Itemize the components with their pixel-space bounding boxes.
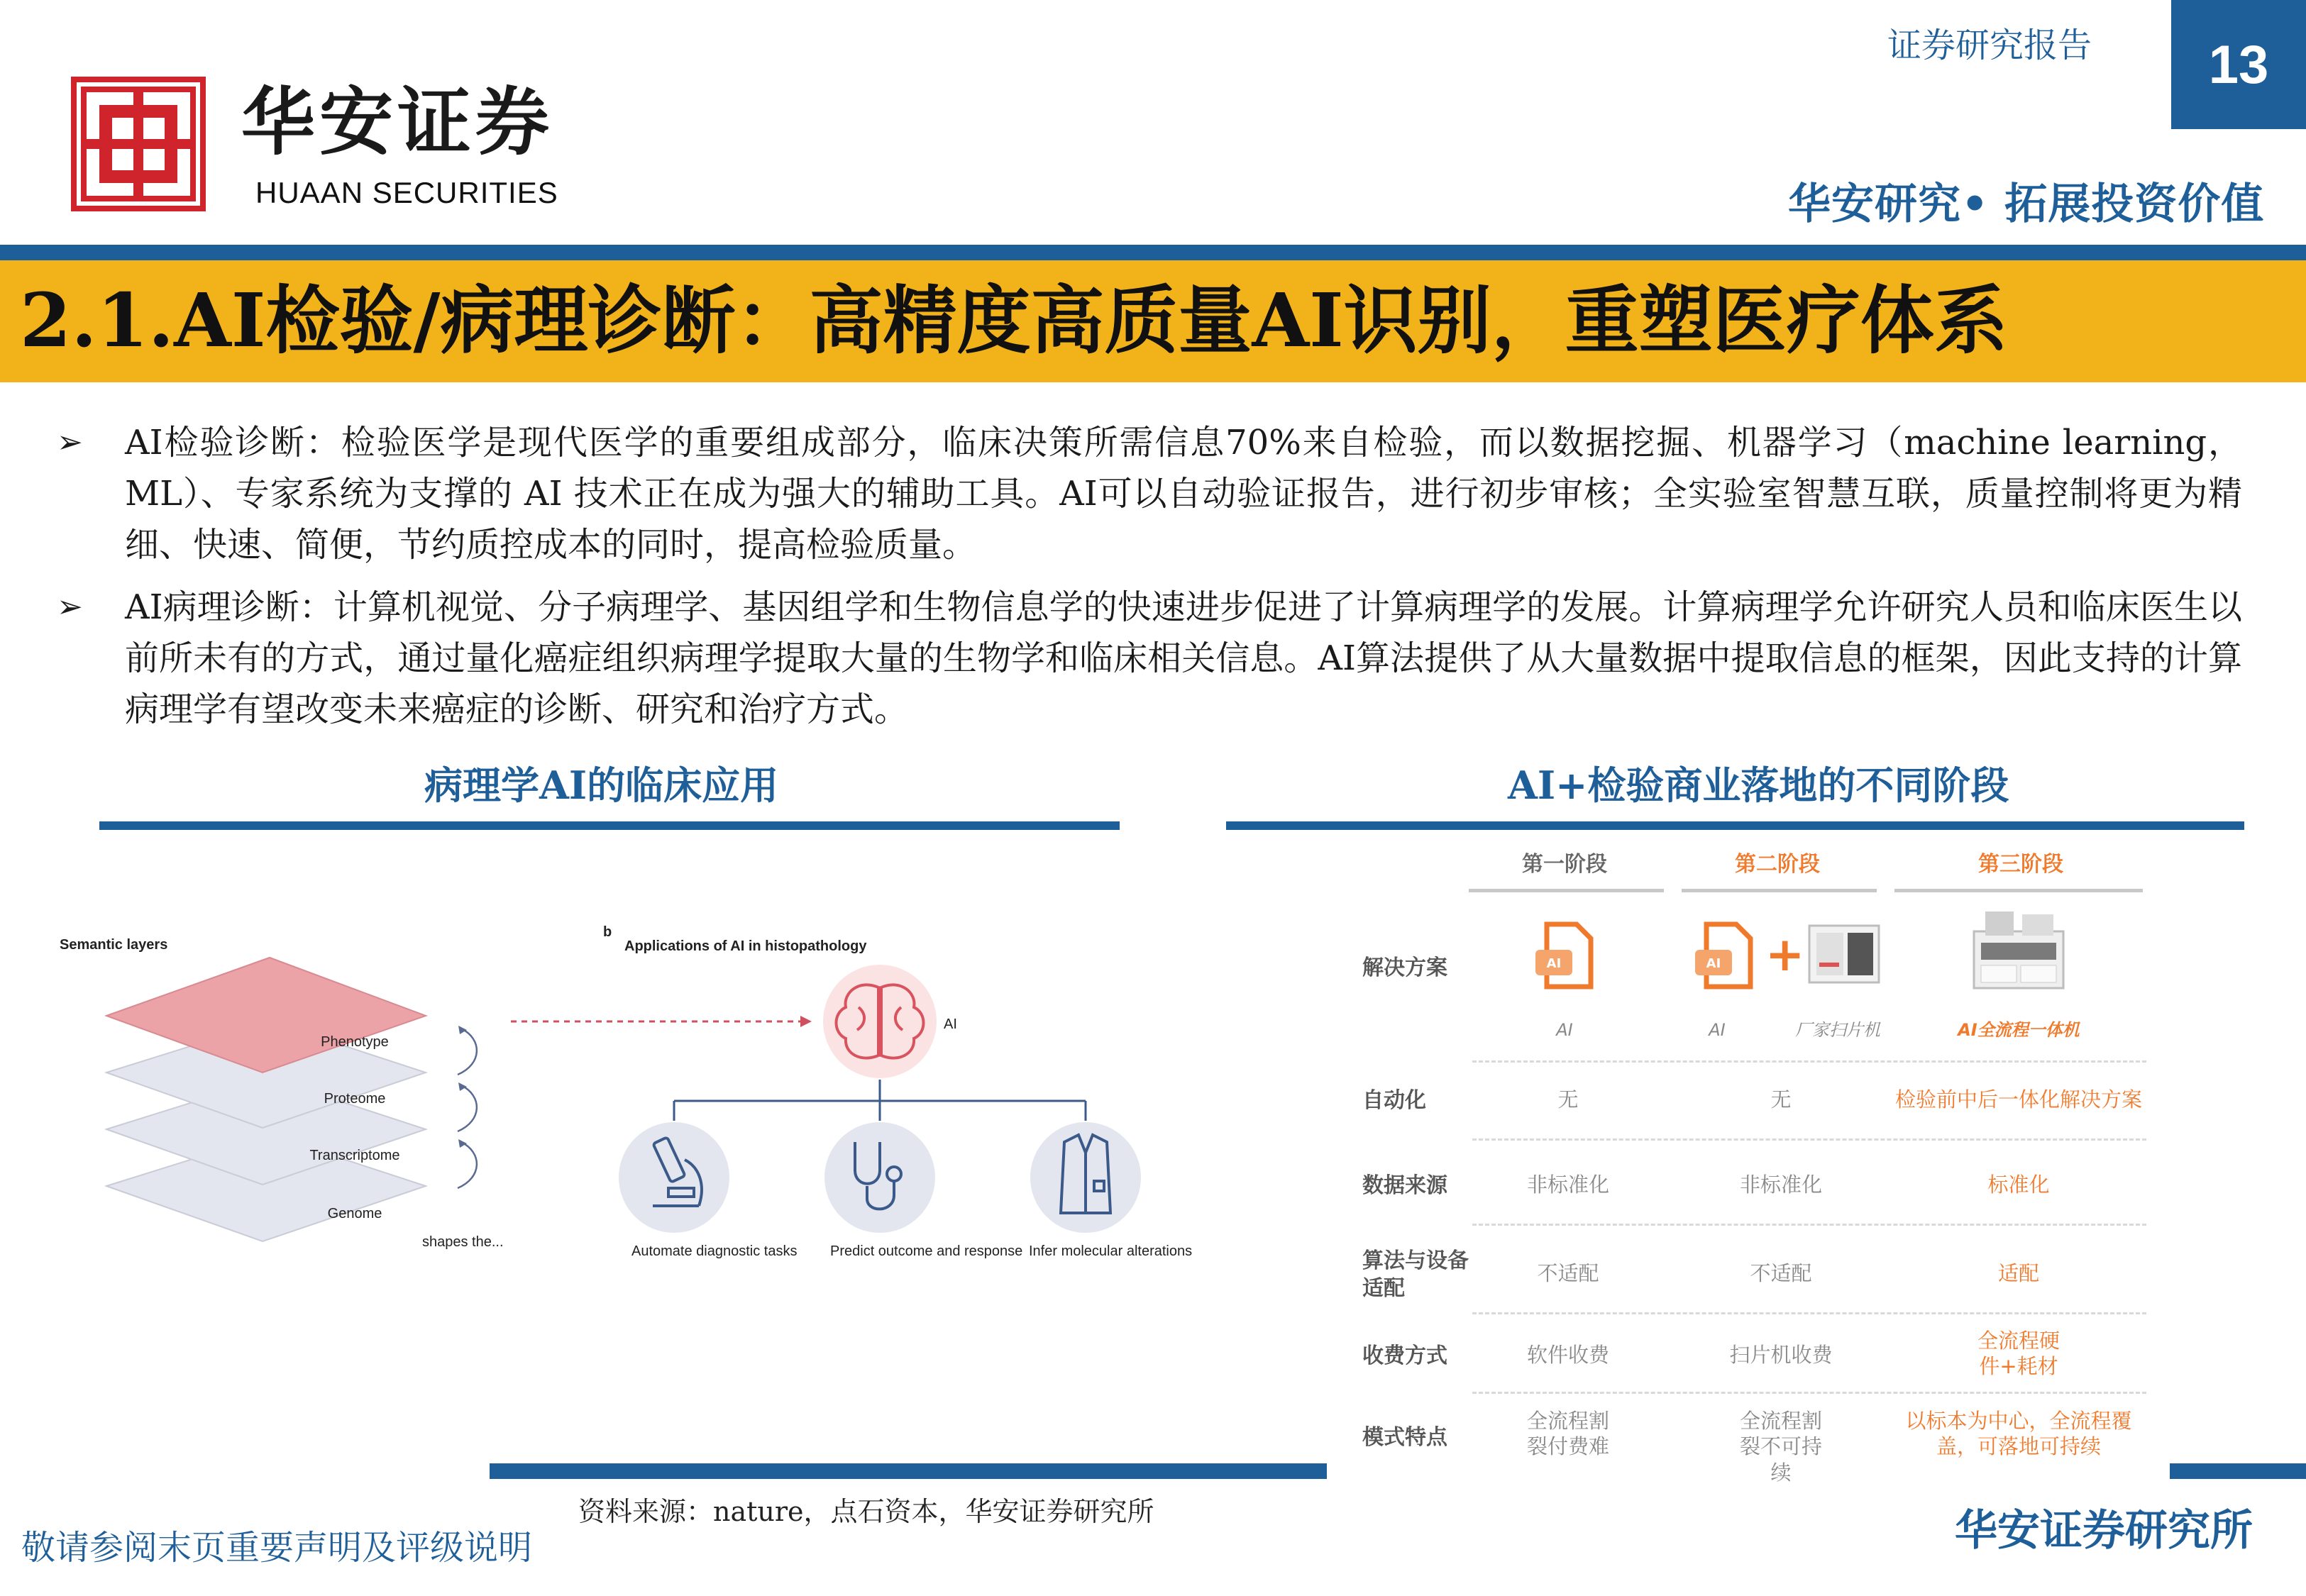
table-cell: 无 [1770,1087,1792,1112]
all-in-one-machine-icon [1965,904,2072,993]
left-figure-rule [99,821,1120,830]
solution-caption: AI [1709,1020,1726,1040]
pathology-figure [57,908,1193,1312]
solution-caption: AI [1556,1020,1573,1040]
panel-b-letter: b [603,924,612,940]
row-label: 模式特点 [1362,1425,1447,1450]
table-cell: 检验前中后一体化解决方案 [1894,1087,2142,1112]
stage-header: 第一阶段 [1522,852,1607,877]
row-divider [1472,1224,2146,1226]
stage-header: 第三阶段 [1978,852,2063,877]
panel-a-title: Semantic layers [60,937,168,953]
bullet-arrow-icon: ➢ [57,424,83,460]
ai-software-icon [1685,919,1763,997]
ai-label: AI [944,1016,957,1032]
source-note: 资料来源：nature，点石资本，华安证券研究所 [578,1496,1154,1527]
stage-table [1348,837,2171,1485]
logo-chinese-name: 华安证券 [241,78,554,165]
bullet-arrow-icon: ➢ [57,589,83,625]
table-cell: 不适配 [1750,1261,1812,1285]
row-divider [1472,1392,2146,1394]
bullet-text: AI病理诊断：计算机视觉、分子病理学、基因组学和生物信息学的快速进步促进了计算病理学的发展。计算病理学允许研究人员和临床医生以前所未有的方式，通过量化癌症组织病理学提取大量的生物学和临床相关信息。AI算法提供了从大量数据中提取信息的框架，因此支持的计算病理学有望改变未来癌症的诊断、研究和治疗方式。 [125,587,2242,729]
bullet-text: AI检验诊断：检验医学是现代医学的重要组成部分，临床决策所需信息70%来自检验，而以数据挖掘、机器学习（machine learning， ML）、专家系统为支撑的 AI 技术正在成为强大的辅助工具。AI可以自动验证报告，进行初步审核；全实验室智慧互联，质量控制将更为精细、快速、简便，节约质控成本的同时，提高检验质量。 [125,423,2242,565]
right-bottom-rule [2170,1463,2306,1479]
row-label: 自动化 [1362,1088,1426,1113]
right-figure-rule [1226,821,2244,830]
plus-icon: + [1765,927,1805,982]
app-label-infer: Infer molecular alterations [1029,1243,1193,1259]
report-type-label: 证券研究报告 [1887,26,2092,65]
row-label-solution: 解决方案 [1362,955,1447,980]
row-label: 算法与设备适配 [1362,1248,1469,1301]
row-divider [1472,1060,2146,1063]
header-tagline: 华安研究• 拓展投资价值 [1788,179,2265,229]
table-cell: 不适配 [1537,1261,1599,1285]
logo-mark [71,77,206,211]
panel-b-title: Applications of AI in histopathology [624,938,867,954]
table-cell: 全流程割裂不可持续 [1739,1409,1822,1485]
stage-underline [1469,889,1664,892]
solution-caption: AI全流程一体机 [1958,1020,2080,1040]
solution-caption: 厂家扫片机 [1795,1020,1880,1040]
left-bottom-rule [490,1463,1327,1479]
page-title: 2.1.AI检验/病理诊断：高精度高质量AI识别，重塑医疗体系 [20,277,2008,364]
layer-label: Genome [327,1206,382,1221]
layer-label: Phenotype [321,1034,389,1050]
table-cell: 无 [1557,1087,1579,1112]
table-cell: 全流程硬件+耗材 [1977,1329,2060,1379]
stage-underline [1682,889,1877,892]
table-cell: 全流程割裂付费难 [1526,1409,1609,1459]
disclaimer-link[interactable]: 敬请参阅末页重要声明及评级说明 [21,1528,533,1568]
ai-software-icon [1526,919,1611,997]
footer-org: 华安证券研究所 [1955,1506,2253,1556]
table-cell: 标准化 [1987,1173,2050,1197]
table-cell: 适配 [1997,1261,2039,1285]
row-label: 收费方式 [1362,1343,1447,1368]
svg-text:AI: AI [1706,956,1721,971]
row-divider [1472,1312,2146,1314]
page-number: 13 [2171,0,2306,129]
logo-english-name: HUAAN SECURITIES [255,176,558,209]
layer-label: Transcriptome [309,1148,400,1163]
table-cell: 软件收费 [1526,1343,1609,1367]
app-label-predict: Predict outcome and response [830,1243,1023,1259]
row-divider [1472,1138,2146,1141]
table-cell: 非标准化 [1739,1173,1822,1197]
bullet-ai-pathology-diagnosis [57,582,2242,735]
left-figure-title: 病理学AI的临床应用 [424,763,779,808]
bullet-ai-lab-diagnosis [57,417,2242,570]
table-cell: 非标准化 [1526,1173,1609,1197]
header-divider [0,245,2306,260]
table-cell: 扫片机收费 [1729,1343,1833,1367]
app-label-automate: Automate diagnostic tasks [631,1243,798,1259]
shapes-note: shapes the... [422,1234,504,1250]
table-cell: 以标本为中心，全流程覆盖，可落地可持续 [1905,1409,2132,1459]
layer-label: Proteome [324,1091,386,1107]
svg-text:AI: AI [1546,956,1562,971]
row-label: 数据来源 [1362,1173,1447,1198]
stage-header: 第二阶段 [1735,852,1820,877]
right-figure-title: AI+检验商业落地的不同阶段 [1508,763,2009,808]
stage-underline [1894,889,2143,892]
slide-scanner-icon [1802,919,1887,990]
